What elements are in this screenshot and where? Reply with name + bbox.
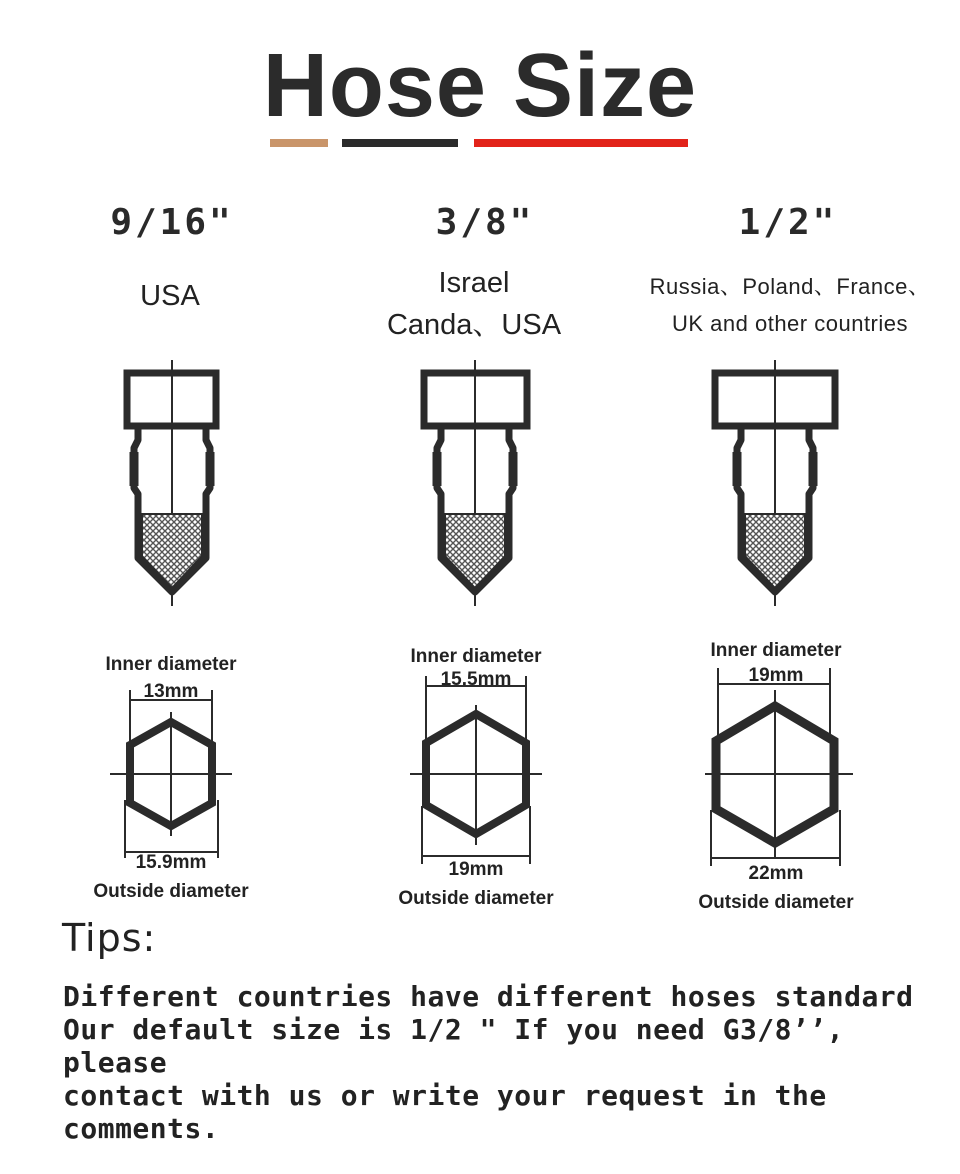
hose-diagram <box>0 340 960 920</box>
size-label-1-2: 1/2" <box>738 202 838 243</box>
country-line: UK and other countries <box>671 311 909 336</box>
country-list-9-16 <box>70 280 270 313</box>
inner-diameter-label: Inner diameter <box>105 654 237 675</box>
accent-bar-dark <box>342 139 458 147</box>
inner-diameter-value: 19mm <box>748 665 804 686</box>
inner-diameter-label: Inner diameter <box>410 646 542 667</box>
hex-nut-9-16 <box>110 690 232 858</box>
outside-diameter-label: Outside diameter <box>698 892 854 913</box>
accent-bar-red <box>474 139 688 147</box>
hose-fitting-1-2 <box>715 360 835 606</box>
tips-heading: Tips: <box>62 916 157 960</box>
tips-line: Different countries have different hoses standard <box>63 980 914 1013</box>
hose-fitting-3-8 <box>424 360 527 606</box>
country-list-1-2 <box>620 268 960 342</box>
tips-text <box>63 980 943 1145</box>
tips-line: contact with us or write your request in the <box>63 1079 827 1112</box>
country-list-3-8 <box>334 262 614 346</box>
tips-line: Our default size is 1/2 " If you need G3/8’’, please <box>63 1013 845 1079</box>
outside-diameter-value: 15.9mm <box>135 852 207 873</box>
outside-diameter-label: Outside diameter <box>398 888 554 909</box>
hex-nut-1-2 <box>705 668 853 866</box>
country-line: Russia、Poland、France、 <box>649 274 931 299</box>
outside-diameter-label: Outside diameter <box>93 881 249 902</box>
inner-diameter-label: Inner diameter <box>710 640 842 661</box>
outside-diameter-value: 22mm <box>748 863 804 884</box>
hex-nut-3-8 <box>410 676 542 864</box>
page-title: Hose Size <box>262 36 698 136</box>
inner-diameter-value: 15.5mm <box>440 669 512 690</box>
country-line: Israel <box>438 267 510 299</box>
size-label-9-16: 9/16" <box>110 202 234 243</box>
accent-bar-tan <box>270 139 328 147</box>
inner-diameter-value: 13mm <box>143 681 199 702</box>
tips-line: comments. <box>63 1112 220 1145</box>
outside-diameter-value: 19mm <box>448 859 504 880</box>
size-label-3-8: 3/8" <box>435 202 535 243</box>
country-line: Canda、USA <box>386 309 562 341</box>
hose-fitting-9-16 <box>127 360 216 606</box>
country-line: USA <box>140 280 200 312</box>
